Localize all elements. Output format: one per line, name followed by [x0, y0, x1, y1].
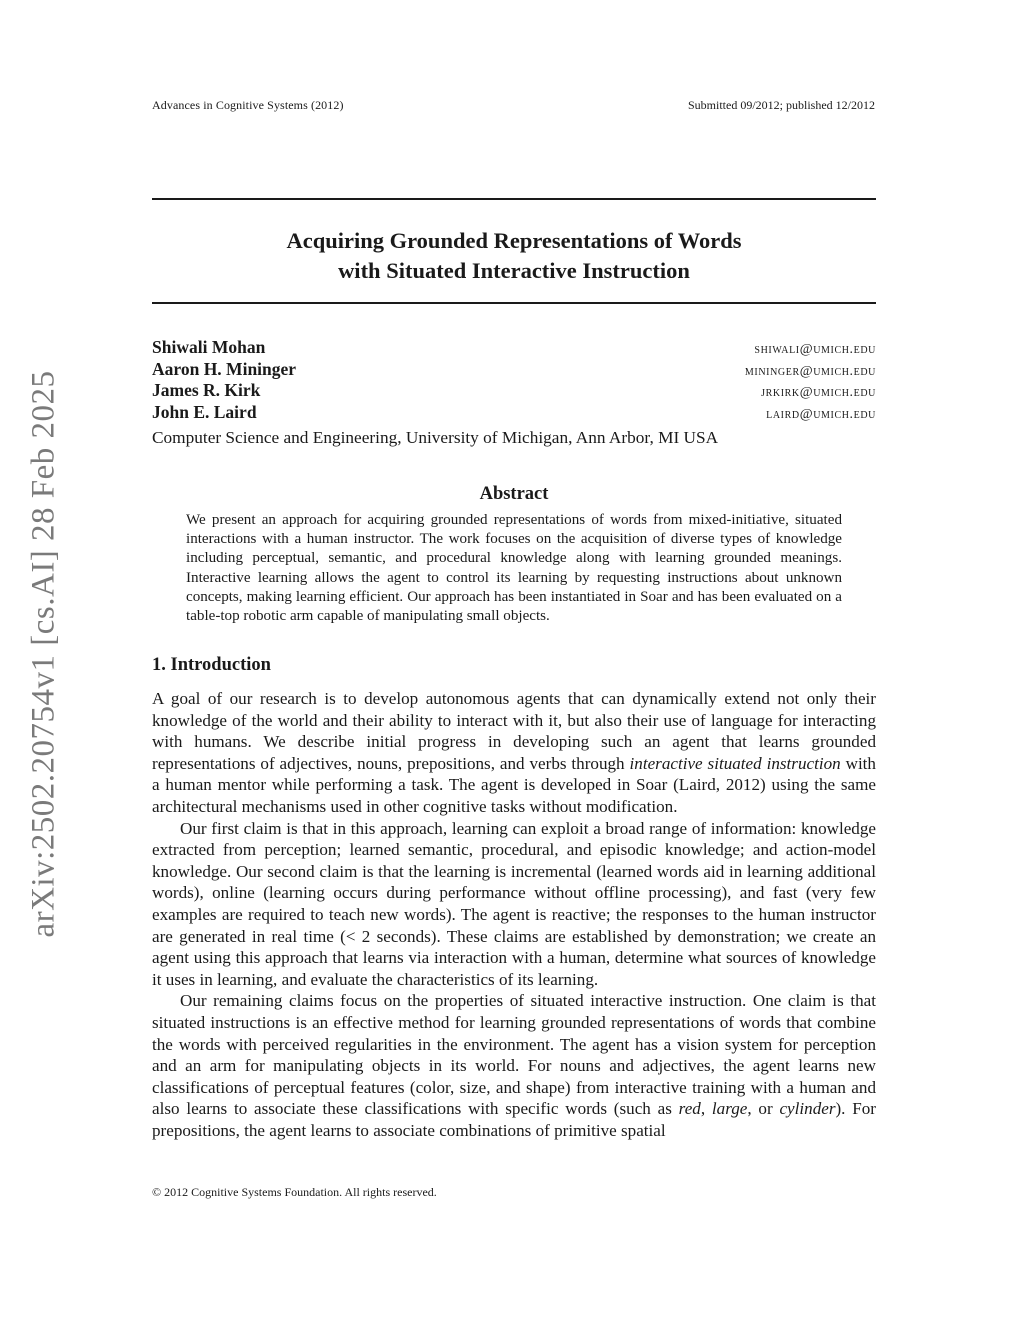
author-name: Aaron H. Mininger	[152, 358, 297, 379]
paragraph-text: , or	[747, 1099, 780, 1119]
author-email[interactable]: laird@umich.edu	[766, 407, 876, 423]
emphasized-term: large	[711, 1099, 748, 1119]
author-row	[152, 359, 876, 381]
running-header-right: Submitted 09/2012; published 12/2012	[687, 98, 875, 112]
author-name: James R. Kirk	[152, 380, 261, 401]
author-row	[152, 402, 876, 424]
paragraph-text: Our remaining claims focus on the properties of situated interactive instruction. One claim is that situated instructions is an effective method for learning grounded representations of words that combine the words with perceived regularities in the environment. The agent has a vision system for perception and an arm for manipulating objects in its world. For nouns and adjectives, the agent learns new classifications of perceptual features (color, size, and shape) from interactive training with a human and also learns to associate these classifications with specific words (such as	[152, 991, 876, 1119]
author-affiliation: Computer Science and Engineering, University of Michigan, Ann Arbor, MI USA	[152, 428, 719, 447]
paper-title-line-2: with Situated Interactive Instruction	[338, 258, 690, 283]
author-row	[152, 337, 876, 359]
paragraph	[152, 688, 876, 818]
paper-title	[152, 226, 876, 286]
introduction-body	[152, 688, 876, 1141]
paragraph	[152, 990, 876, 1141]
section-heading-introduction: 1. Introduction	[152, 655, 271, 675]
copyright-footer: © 2012 Cognitive Systems Foundation. All rights reserved.	[152, 1185, 437, 1199]
paragraph-text: A goal of our research is to develop autonomous agents that can dynamically extend not only their knowledge of the world and their ability to interact with it, but also their use of language for interacting with humans. We describe initial progress in developing such an agent that learns grounded representations of adjectives, nouns, prepositions, and verbs through	[152, 689, 876, 773]
author-email[interactable]: mininger@umich.edu	[744, 363, 876, 379]
paragraph-text: with a human mentor while performing a task. The agent is developed in Soar (Laird, 2012) using the same architectural mechanisms used in other cognitive tasks without modification.	[152, 753, 876, 816]
author-name: Shiwali Mohan	[152, 337, 266, 357]
paragraph: Our first claim is that in this approach, learning can exploit a broad range of information: knowledge extracted from perception; learned semantic, procedural, and episodic knowledge; and action-model knowledge. Our second claim is that the learning is incremental (learned words aid in learning additional words), online (learning occurs during performance without offline processing), and fast (very few examples are required to teach new words). The agent is reactive; the responses to the human instructor are generated in real time (< 2 seconds). These claims are established by demonstration; we create an agent using this approach that learns via interaction with a human, determine what sources of knowledge it uses in learning, and evaluate the characteristics of its learning.	[152, 818, 876, 989]
emphasized-term: red	[678, 1099, 701, 1119]
emphasized-term: cylinder	[779, 1099, 836, 1119]
title-rule-bottom	[152, 302, 876, 304]
abstract-text: We present an approach for acquiring grounded representations of words from mixed-initiative, situated interactions with a human instructor. The work focuses on the acquisition of diverse types of knowledge including perceptual, semantic, and procedural knowledge along with learning grounded meanings. Interactive learning allows the agent to control its learning by requesting instructions about unknown concepts, making learning efficient. Our approach has been instantiated in Soar and has been evaluated on a table-top robotic arm capable of manipulating small objects.	[186, 512, 842, 625]
author-email[interactable]: jrkirk@umich.edu	[761, 385, 876, 401]
author-name: John E. Laird	[152, 402, 257, 423]
running-header-left: Advances in Cognitive Systems (2012)	[152, 98, 344, 112]
author-row	[152, 380, 876, 402]
abstract-heading: Abstract	[479, 484, 549, 504]
paragraph-text: ,	[700, 1099, 712, 1119]
author-list	[152, 337, 876, 424]
author-email[interactable]: shiwali@umich.edu	[754, 342, 876, 357]
paragraph-text: ). For prepositions, the agent learns to associate combinations of primitive spatial	[152, 1099, 876, 1140]
arxiv-identifier-stamp: arXiv:2502.20754v1 [cs.AI] 28 Feb 2025	[25, 370, 62, 938]
title-rule-top	[152, 198, 876, 200]
paper-title-line-1: Acquiring Grounded Representations of Words	[286, 228, 742, 253]
emphasized-term: interactive situated instruction	[629, 753, 841, 773]
